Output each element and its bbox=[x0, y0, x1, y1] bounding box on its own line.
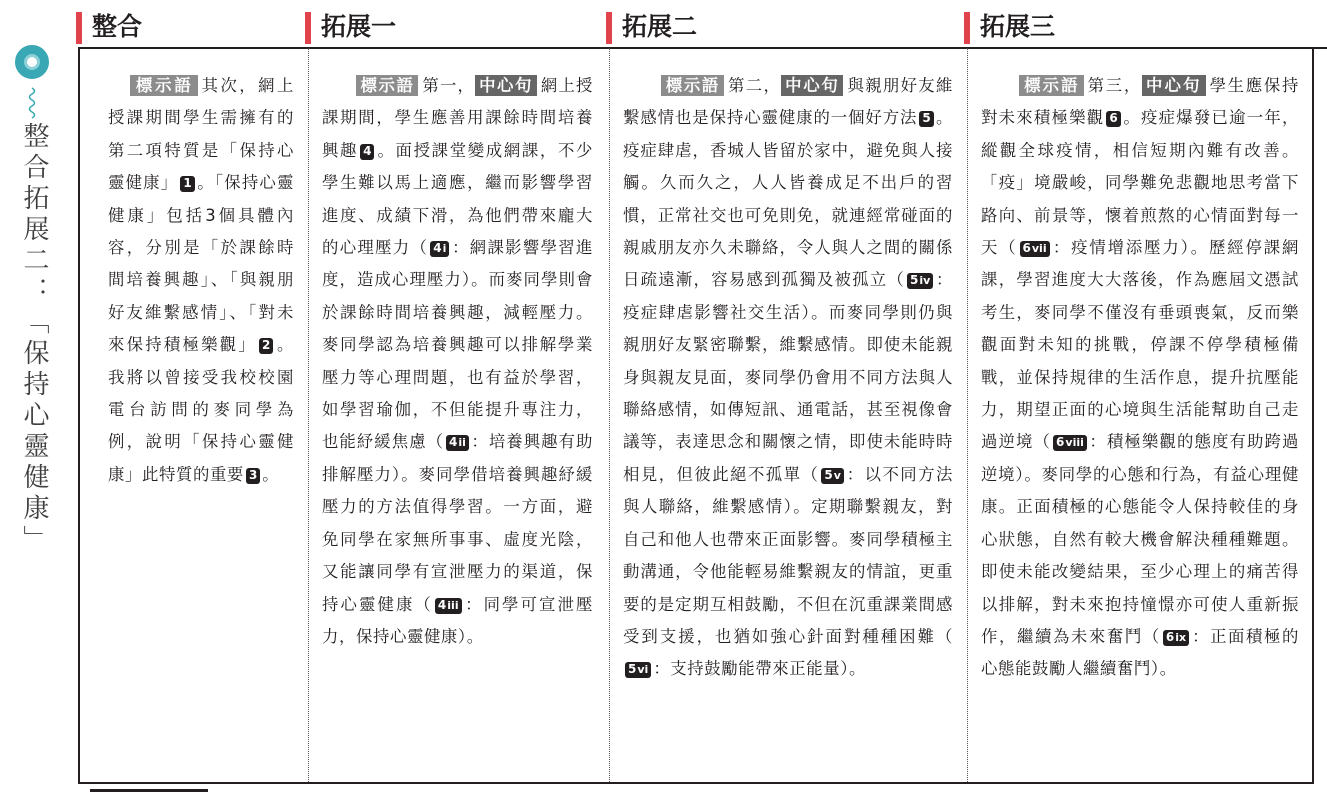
column-divider bbox=[609, 48, 610, 782]
tag-badge: 5iv bbox=[907, 273, 933, 289]
tag-badge: 5v bbox=[821, 468, 844, 484]
tag-badge: 6vii bbox=[1020, 241, 1050, 257]
header-marker bbox=[305, 12, 311, 44]
header-marker bbox=[964, 12, 970, 44]
header-title: 拓展二 bbox=[622, 12, 698, 41]
tag-badge: 4 bbox=[360, 144, 374, 160]
column-integration: 標示語 其次，網上授課期間學生需擁有的第二項特質是「保持心靈健康」 1 。「保持心靈健康」包括3個具體內容，分別是「於課餘時間培養興趣」、「與親朋好友維繫感情」、「對未來保持積極樂觀」 2 。我將以曾接受我校校園電台訪問的麥同學為例，說明「保持心靈健康」此特質的重要 3 。 bbox=[108, 76, 294, 484]
tag-badge: 4iii bbox=[435, 598, 462, 614]
ring-icon bbox=[15, 45, 49, 79]
side-title-strip bbox=[0, 0, 74, 795]
tag-badge: 2 bbox=[259, 338, 273, 354]
column-extension-1: 標示語 第一， 中心句 網上授課期間，學生應善用課餘時間培養興趣 4 。面授課堂變成網課，不少學生難以馬上適應，繼而影響學習進度、成績下滑，為他們帶來龐大的心理壓力（ 4i ：網課影響學習進度，造成心理壓力）。而麥同學則會於課餘時間培養興趣，減輕壓力。麥同學認為培養興趣可以排解學業壓力等心理問題，也有益於學習，如學習瑜伽，不但能提升專注力，也能紓緩焦慮（ 4ii ：培養興趣有助排解壓力）。麥同學借培養興趣紓緩壓力的方法值得學習。一方面，避免同學在家無所事事、虛度光陰，又能讓同學有宣泄壓力的渠道，保持心靈健康（ 4iii ：同學可宣泄壓力，保持心靈健康）。 bbox=[322, 76, 593, 646]
tag-badge: 3 bbox=[246, 468, 260, 484]
tag-badge: 6ix bbox=[1163, 630, 1189, 646]
header-marker bbox=[76, 12, 82, 44]
column-divider bbox=[967, 48, 968, 782]
topic-label: 標示語 bbox=[1019, 75, 1084, 96]
central-label: 中心句 bbox=[781, 75, 843, 96]
column-extension-3: 標示語 第三， 中心句 學生應保持對未來積極樂觀 6 。疫症爆發已逾一年，縱觀全球疫情，相信短期內難有改善。「疫」境嚴峻，同學難免悲觀地思考當下路向、前景等，懷着煎熬的心情面對每一天（ 6vii ：疫情增添壓力）。歷經停課網課，學習進度大大落後，作為應屆文憑試考生，麥同學不僅沒有垂頭喪氣，反而樂觀面對未知的挑戰，停課不停學積極備戰，並保持規律的生活作息，提升抗壓能力，期望正面的心境與生活能幫助自己走過逆境（ 6viii ：積極樂觀的態度有助跨過逆境）。麥同學的心態和行為，有益心理健康。正面積極的心態能令人保持較佳的身心狀態，自然有較大機會解決種種難題。即使未能改變結果，至少心理上的痛苦得以排解，對未來抱持憧憬亦可使人重新振作，繼續為未來奮鬥（ 6ix ：正面積極的心態能鼓勵人繼續奮鬥）。 bbox=[981, 76, 1300, 679]
squiggle-icon bbox=[24, 86, 40, 120]
header-title: 拓展三 bbox=[980, 12, 1056, 41]
topic-label: 標示語 bbox=[356, 75, 418, 96]
bottom-rule bbox=[90, 789, 208, 792]
tag-badge: 4ii bbox=[446, 435, 469, 451]
column-extension-2: 標示語 第二， 中心句 與親朋好友維繫感情也是保持心靈健康的一個好方法 5 。疫症肆虐，香城人皆留於家中，避免與人接觸。久而久之，人人皆養成足不出戶的習慣，正常社交也可免則免，就連經常碰面的親戚朋友亦久未聯絡，令人與人之間的關係日疏遠漸，容易感到孤獨及被孤立（ 5iv ：疫症肆虐影響社交生活）。而麥同學則仍與親朋好友緊密聯繫，維繫感情。即使未能親身與親友見面，麥同學仍會用不同方法與人聯絡感情，如傳短訊、通電話，甚至視像會議等，表達思念和關懷之情，即使未能時時相見，但彼此絕不孤單（ 5v ：以不同方法與人聯絡，維繫感情）。定期聯繫親友，對自己和他人也帶來正面影響。麥同學積極主動溝通，令他能輕易維繫親友的情誼，更重要的是定期互相鼓勵，不但在沉重課業間感受到支援，也猶如強心針面對種種困難（5vi ：支持鼓勵能帶來正能量）。 bbox=[623, 76, 954, 679]
header-title: 拓展一 bbox=[321, 12, 397, 41]
topic-label: 標示語 bbox=[661, 75, 724, 96]
tag-badge: 6 bbox=[1106, 111, 1120, 127]
tag-badge: 4i bbox=[430, 241, 449, 257]
tag-badge: 5vi bbox=[625, 662, 651, 678]
tag-badge: 5 bbox=[919, 111, 933, 127]
central-label: 中心句 bbox=[475, 75, 537, 96]
header-marker bbox=[606, 12, 612, 44]
tag-badge: 1 bbox=[180, 176, 194, 192]
topic-label: 標示語 bbox=[130, 75, 198, 96]
central-label: 中心句 bbox=[1142, 75, 1206, 96]
header-title: 整合 bbox=[92, 12, 143, 41]
tag-badge: 6viii bbox=[1053, 435, 1087, 451]
side-title: 整合拓展二：「保持心靈健康」 bbox=[19, 122, 49, 556]
column-divider bbox=[308, 48, 309, 782]
